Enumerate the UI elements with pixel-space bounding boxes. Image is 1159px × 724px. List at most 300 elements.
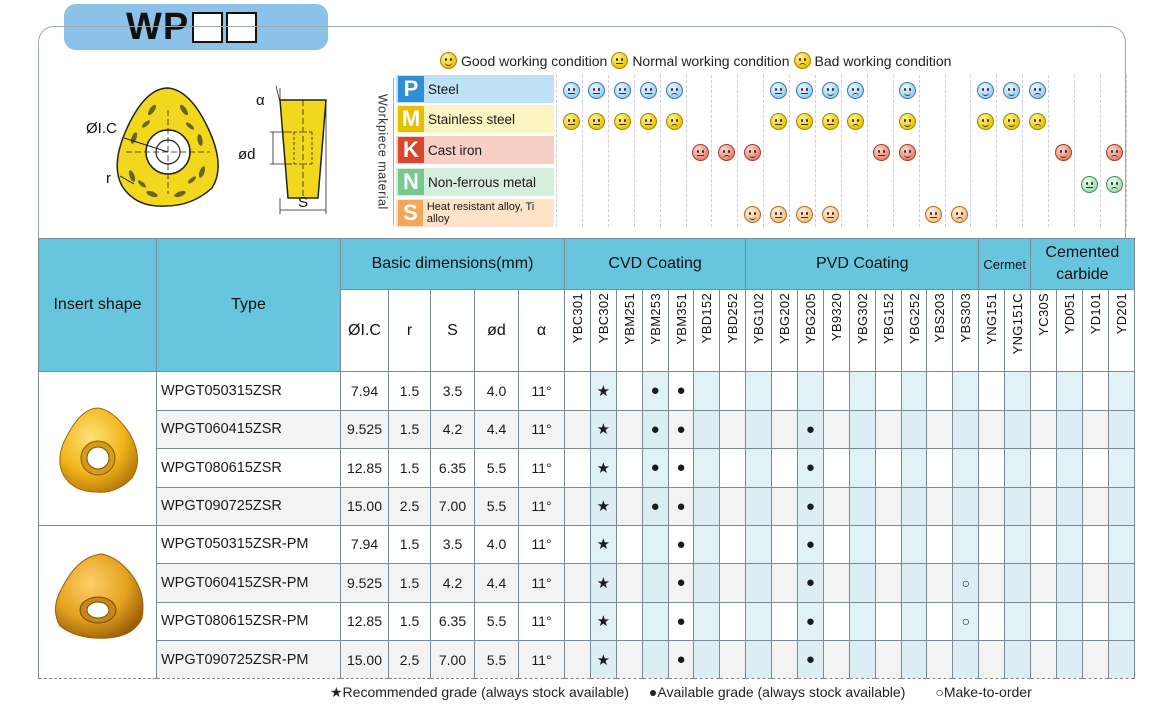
dim-cell: 9.525 [341, 564, 389, 603]
grade-col-header [823, 290, 849, 372]
grade-cell [772, 564, 798, 603]
type-cell: WPGT050315ZSR [157, 372, 341, 411]
grade-cell [927, 602, 953, 641]
condition-cell [584, 106, 610, 136]
grade-col-header [565, 290, 591, 372]
bad-face-icon [1029, 82, 1046, 99]
grade-cell [1082, 564, 1108, 603]
workpiece-label-text: Cast iron [428, 142, 483, 158]
bad-face-icon [794, 52, 811, 69]
grade-cell [927, 449, 953, 488]
grade-cell [979, 602, 1005, 641]
normal-face-icon [822, 113, 839, 130]
grade-cell [565, 410, 591, 449]
dim-cell: 1.5 [389, 410, 431, 449]
condition-cell [558, 106, 584, 136]
grade-cell [953, 372, 979, 411]
condition-cell [921, 199, 947, 229]
dim-col-header: r [389, 290, 431, 372]
grade-cell [1056, 487, 1082, 525]
grade-cell [823, 641, 849, 679]
grade-cell [875, 449, 901, 488]
grade-cell [849, 564, 875, 603]
grade-group-header: Cemented carbide [1031, 239, 1135, 290]
condition-cell [947, 199, 973, 229]
dim-cell: 4.2 [431, 410, 475, 449]
grade-name: YBM351 [673, 293, 689, 345]
grade-cell: ● [798, 602, 824, 641]
grade-col-header [901, 290, 927, 372]
grade-cell [953, 525, 979, 564]
good-face-icon [899, 113, 916, 130]
condition-cell [998, 75, 1024, 105]
table-row [39, 641, 1135, 679]
iso-letter-badge: S [398, 200, 423, 226]
grade-cell [901, 602, 927, 641]
condition-cell [636, 75, 662, 105]
grade-name: YC30S [1035, 293, 1051, 336]
good-face-icon [899, 144, 916, 161]
label-alpha: α [256, 92, 265, 109]
type-cell: WPGT060415ZSR-PM [157, 564, 341, 603]
dim-col-header: S [431, 290, 475, 372]
dim-cell: 1.5 [389, 372, 431, 411]
grade-cell [1082, 487, 1108, 525]
bad-face-icon [718, 144, 735, 161]
condition-cell [610, 75, 636, 105]
normal-face-icon [1081, 176, 1098, 193]
footer-available: ●Available grade (always stock available) [648, 684, 906, 700]
grade-cell: ★ [590, 372, 616, 411]
label-r: r [106, 170, 111, 187]
insert-zsr-pm-photo-icon [50, 548, 148, 644]
grade-name: YBC301 [569, 293, 585, 344]
grade-cell [720, 564, 746, 603]
workpiece-label [396, 75, 554, 103]
grade-col-header [1108, 290, 1134, 372]
grade-cell: ○ [953, 602, 979, 641]
grade-cell: ★ [590, 641, 616, 679]
good-face-icon [1003, 113, 1020, 130]
grade-cell [849, 525, 875, 564]
grade-col-header [849, 290, 875, 372]
grade-cell [1108, 449, 1134, 488]
grade-col-header [668, 290, 694, 372]
grade-cell [1005, 564, 1031, 603]
dim-cell: 12.85 [341, 449, 389, 488]
dim-cell: 11° [519, 564, 565, 603]
grade-cell: ● [642, 372, 668, 411]
table-row [39, 525, 1135, 564]
grade-cell [694, 410, 720, 449]
dim-cell: 5.5 [475, 602, 519, 641]
grade-cell [616, 602, 642, 641]
grade-cell [953, 487, 979, 525]
type-cell: WPGT080615ZSR [157, 449, 341, 488]
grade-cell [901, 449, 927, 488]
grade-cell [823, 602, 849, 641]
dim-cell: 3.5 [431, 525, 475, 564]
condition-grid [556, 75, 1124, 227]
grade-cell [772, 641, 798, 679]
grade-cell [901, 372, 927, 411]
grade-name: YBC302 [595, 293, 611, 344]
grade-cell [1108, 487, 1134, 525]
dim-cell: 11° [519, 641, 565, 679]
grade-cell [875, 410, 901, 449]
condition-cell [1076, 169, 1102, 199]
condition-cell [688, 137, 714, 167]
grade-cell [772, 449, 798, 488]
grade-cell [1031, 372, 1057, 411]
grade-cell [746, 410, 772, 449]
grade-cell: ● [668, 641, 694, 679]
grade-cell [1031, 564, 1057, 603]
grade-cell [823, 449, 849, 488]
grade-cell [823, 372, 849, 411]
condition-cell [972, 75, 998, 105]
normal-face-icon [770, 82, 787, 99]
good-face-icon [977, 113, 994, 130]
dim-cell: 1.5 [389, 449, 431, 488]
grade-col-header [875, 290, 901, 372]
condition-cell [972, 106, 998, 136]
dim-cell: 7.94 [341, 525, 389, 564]
grade-cell [772, 487, 798, 525]
type-cell: WPGT060415ZSR [157, 410, 341, 449]
grade-name: YBG205 [802, 293, 818, 344]
workpiece-label [396, 136, 554, 164]
grade-cell [798, 372, 824, 411]
bad-face-icon [1029, 113, 1046, 130]
grade-cell [565, 564, 591, 603]
table-row [39, 487, 1135, 525]
dim-cell: 5.5 [475, 641, 519, 679]
grade-cell [1031, 641, 1057, 679]
dim-cell: 15.00 [341, 487, 389, 525]
grade-cell [1108, 564, 1134, 603]
bad-face-icon [847, 82, 864, 99]
grade-cell [979, 449, 1005, 488]
grade-cell [901, 487, 927, 525]
grade-cell [901, 525, 927, 564]
dim-cell: 11° [519, 525, 565, 564]
grade-cell [823, 487, 849, 525]
bad-face-icon [951, 206, 968, 223]
grade-cell: ● [668, 372, 694, 411]
grade-cell [746, 602, 772, 641]
grade-cell [616, 449, 642, 488]
dim-cell: 3.5 [431, 372, 475, 411]
grade-cell [1108, 410, 1134, 449]
grade-col-header [798, 290, 824, 372]
condition-cell [998, 106, 1024, 136]
grade-col-header [616, 290, 642, 372]
grade-cell [953, 449, 979, 488]
grade-cell: ● [798, 449, 824, 488]
grade-cell [1082, 525, 1108, 564]
type-cell: WPGT090725ZSR [157, 487, 341, 525]
grade-cell [694, 564, 720, 603]
grade-col-header [746, 290, 772, 372]
dim-cell: 6.35 [431, 449, 475, 488]
insert-zsr-photo-icon [52, 402, 146, 498]
grade-name: YNG151C [1010, 293, 1026, 355]
condition-cell [817, 75, 843, 105]
dim-cell: 11° [519, 410, 565, 449]
condition-cell [739, 137, 765, 167]
grade-cell [1005, 449, 1031, 488]
basic-dims-header: Basic dimensions(mm) [341, 239, 565, 290]
grade-cell [901, 410, 927, 449]
condition-cell [1024, 75, 1050, 105]
normal-face-icon [640, 82, 657, 99]
good-face-icon [744, 144, 761, 161]
grade-cell [849, 602, 875, 641]
dim-cell: 12.85 [341, 602, 389, 641]
grade-cell: ● [668, 602, 694, 641]
dim-cell: 4.0 [475, 372, 519, 411]
grade-cell [772, 410, 798, 449]
dim-col-header: ød [475, 290, 519, 372]
grade-name: YBM251 [621, 293, 637, 345]
normal-face-icon [925, 206, 942, 223]
normal-face-icon [770, 206, 787, 223]
bad-face-icon [1106, 144, 1123, 161]
grade-name: YD101 [1087, 293, 1103, 335]
grade-cell [979, 641, 1005, 679]
normal-face-icon [796, 82, 813, 99]
grade-name: YBG102 [751, 293, 767, 344]
grade-cell [720, 641, 746, 679]
grade-cell: ★ [590, 564, 616, 603]
normal-face-icon [692, 144, 709, 161]
dim-cell: 15.00 [341, 641, 389, 679]
workpiece-row-k [396, 135, 554, 165]
grade-cell [746, 372, 772, 411]
legend-normal: Normal working condition [632, 52, 790, 69]
grade-cell: ● [668, 449, 694, 488]
grade-cell [927, 410, 953, 449]
table-row [39, 372, 1135, 411]
grade-cell [720, 372, 746, 411]
grade-cell [1031, 525, 1057, 564]
grade-cell [694, 641, 720, 679]
grade-cell [694, 487, 720, 525]
condition-cell [765, 106, 791, 136]
type-cell: WPGT090725ZSR-PM [157, 641, 341, 679]
dim-cell: 11° [519, 602, 565, 641]
grade-cell [746, 641, 772, 679]
grade-name: YBD252 [725, 293, 741, 344]
grade-cell [1005, 410, 1031, 449]
type-cell: WPGT080615ZSR-PM [157, 602, 341, 641]
good-face-icon [899, 82, 916, 99]
condition-cell [817, 106, 843, 136]
grade-cell [823, 564, 849, 603]
label-s: S [298, 194, 309, 211]
insert-table [38, 238, 1135, 679]
good-face-icon [1055, 144, 1072, 161]
workpiece-row-s [396, 198, 554, 228]
good-face-icon [744, 206, 761, 223]
condition-cell [895, 137, 921, 167]
grade-cell [1056, 525, 1082, 564]
normal-face-icon [588, 113, 605, 130]
grade-cell: ● [668, 525, 694, 564]
grade-cell [642, 602, 668, 641]
dim-cell: 1.5 [389, 525, 431, 564]
dim-cell: 1.5 [389, 602, 431, 641]
grade-cell [1031, 602, 1057, 641]
workpiece-label-text: Stainless steel [428, 111, 516, 127]
normal-face-icon [614, 82, 631, 99]
grade-name: YBD152 [699, 293, 715, 344]
dim-cell: 5.5 [475, 449, 519, 488]
grade-cell [1108, 372, 1134, 411]
condition-cell [791, 106, 817, 136]
grade-col-header [1005, 290, 1031, 372]
dim-cell: 11° [519, 372, 565, 411]
grade-cell [616, 410, 642, 449]
legend-bad: Bad working condition [814, 52, 952, 69]
grade-cell [823, 410, 849, 449]
normal-face-icon [614, 113, 631, 130]
grade-cell [642, 564, 668, 603]
workpiece-row-p [396, 74, 554, 104]
grade-cell [953, 410, 979, 449]
grade-cell: ○ [953, 564, 979, 603]
grade-col-header [720, 290, 746, 372]
grade-cell [927, 487, 953, 525]
condition-cell [895, 75, 921, 105]
grid-line [1100, 75, 1101, 227]
condition-cell [791, 75, 817, 105]
normal-face-icon [770, 113, 787, 130]
workpiece-label-text: Heat resistant alloy, Ti alloy [426, 201, 535, 225]
normal-face-icon [563, 113, 580, 130]
grade-cell [565, 372, 591, 411]
grade-cell [1056, 410, 1082, 449]
grade-cell [927, 372, 953, 411]
grade-cell [642, 641, 668, 679]
grade-cell [979, 564, 1005, 603]
dim-cell: 4.4 [475, 410, 519, 449]
grade-cell [616, 564, 642, 603]
grade-cell [901, 564, 927, 603]
legend-good: Good working condition [461, 52, 608, 69]
grade-group-header: CVD Coating [565, 239, 746, 290]
dim-cell: 11° [519, 449, 565, 488]
grade-cell [979, 525, 1005, 564]
dim-cell: 2.5 [389, 487, 431, 525]
grade-cell: ● [798, 525, 824, 564]
grade-cell [565, 449, 591, 488]
condition-cell [662, 75, 688, 105]
grade-cell [849, 449, 875, 488]
page-title: WP [126, 5, 190, 48]
grade-cell [616, 525, 642, 564]
good-face-icon [822, 82, 839, 99]
grade-cell [772, 602, 798, 641]
condition-cell [843, 75, 869, 105]
grade-cell: ● [798, 487, 824, 525]
condition-legend [440, 52, 951, 69]
dim-cell: 7.00 [431, 641, 475, 679]
grade-cell [720, 525, 746, 564]
grade-name: YBG152 [880, 293, 896, 344]
dim-col-header: α [519, 290, 565, 372]
bad-face-icon [666, 113, 683, 130]
grade-cell [616, 487, 642, 525]
label-d: ød [238, 146, 256, 163]
grade-cell [1082, 372, 1108, 411]
workpiece-label [396, 168, 554, 196]
normal-face-icon [873, 144, 890, 161]
grade-cell [1082, 410, 1108, 449]
normal-face-icon [588, 82, 605, 99]
grade-cell [720, 449, 746, 488]
grade-cell [875, 525, 901, 564]
grade-cell: ● [798, 564, 824, 603]
grade-cell [875, 564, 901, 603]
grade-cell [1031, 449, 1057, 488]
insert-shape-header: Insert shape [39, 239, 157, 372]
grade-cell [1082, 602, 1108, 641]
bad-face-icon [1106, 176, 1123, 193]
iso-letter-badge: M [398, 106, 424, 132]
grade-cell: ● [798, 641, 824, 679]
table-footer-legend [330, 684, 1032, 701]
grade-cell [1056, 602, 1082, 641]
grade-cell [875, 641, 901, 679]
iso-letter-badge: N [398, 169, 424, 195]
grade-name: YBG202 [777, 293, 793, 344]
grade-cell [746, 487, 772, 525]
dim-cell: 11° [519, 487, 565, 525]
grade-cell [927, 641, 953, 679]
normal-face-icon [796, 113, 813, 130]
grade-cell [1056, 641, 1082, 679]
condition-cell [791, 199, 817, 229]
grade-cell: ● [668, 564, 694, 603]
grade-cell [720, 602, 746, 641]
workpiece-label [396, 105, 554, 133]
dim-cell: 2.5 [389, 641, 431, 679]
good-face-icon [440, 52, 457, 69]
grade-cell [875, 372, 901, 411]
grade-cell: ● [642, 487, 668, 525]
grade-cell [927, 525, 953, 564]
grade-cell [746, 525, 772, 564]
condition-cell [662, 106, 688, 136]
label-ic: ØI.C [86, 120, 117, 137]
grade-cell [1056, 372, 1082, 411]
grade-cell [746, 564, 772, 603]
workpiece-label-text: Non-ferrous metal [428, 174, 537, 190]
grade-cell [1108, 641, 1134, 679]
grade-col-header [772, 290, 798, 372]
condition-cell [895, 106, 921, 136]
table-row [39, 602, 1135, 641]
condition-cell [584, 75, 610, 105]
condition-cell [1024, 106, 1050, 136]
condition-cell [739, 199, 765, 229]
condition-cell [765, 75, 791, 105]
grade-cell [979, 372, 1005, 411]
dim-cell: 5.5 [475, 487, 519, 525]
grade-cell: ● [798, 410, 824, 449]
